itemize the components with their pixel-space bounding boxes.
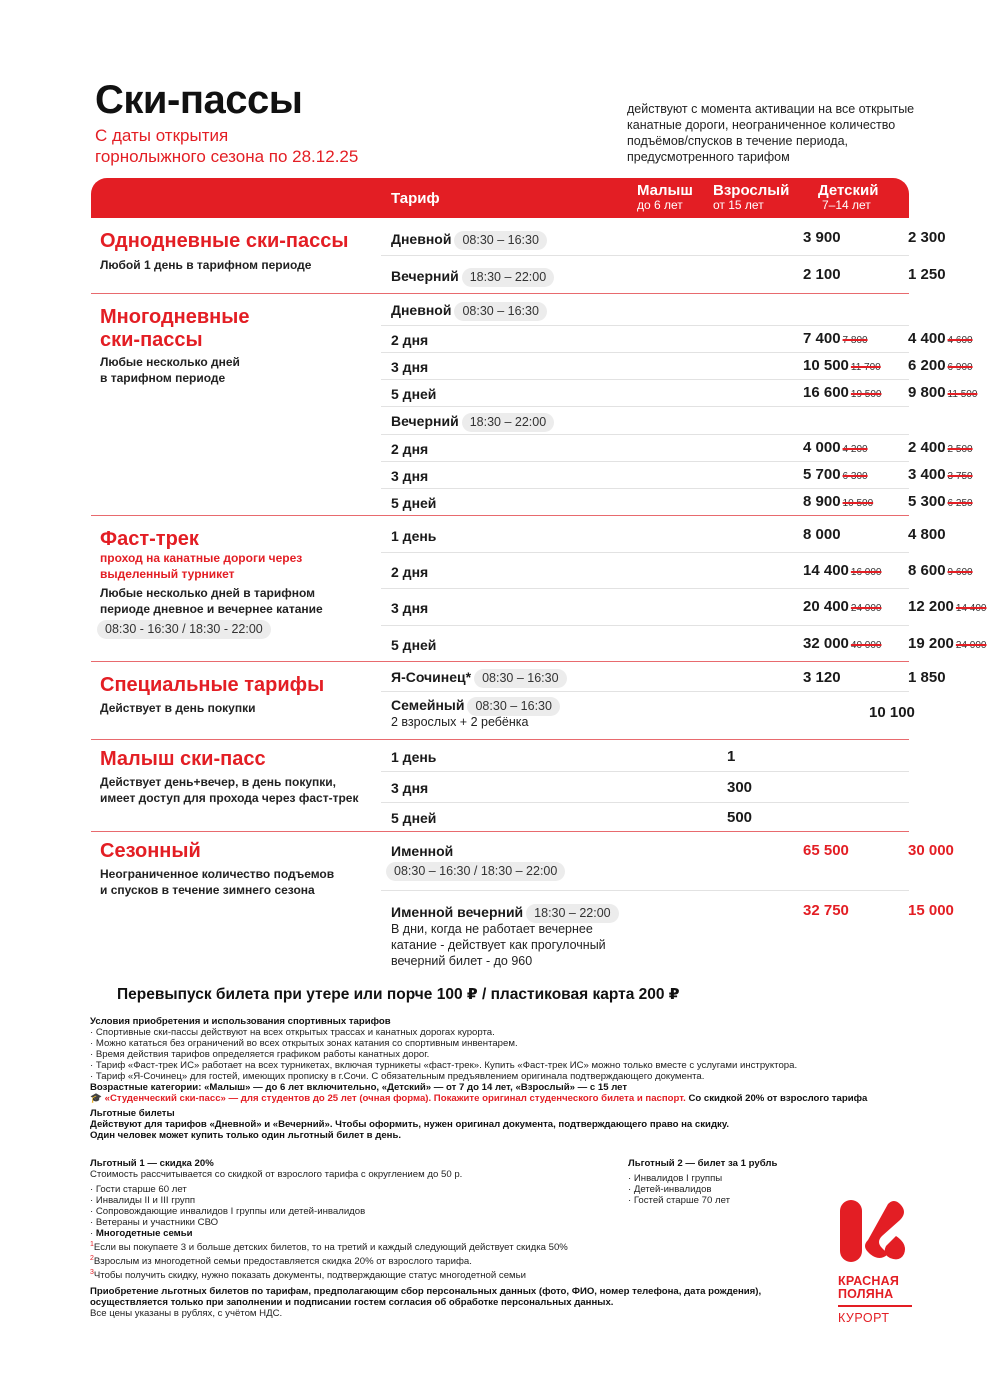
row-label: 3 дня [391,359,429,375]
bold-item: Многодетные семьи [95,1228,193,1239]
footnote [90,1253,630,1267]
price-child [908,439,973,456]
price-adult: 32 750 [803,902,849,919]
footnote-text: Если вы покупаете 3 и больше детских билетов, то на третий и каждый следующий действует скидка 50% [93,1242,568,1254]
table-row [381,326,973,353]
footnote-text: Взрослым из многодетной семьи предоставляется скидка 20% от взрослого тарифа. [93,1256,472,1268]
discount-2 [628,1158,828,1206]
price-old: 24 000 [955,640,987,651]
price-adult [803,384,881,401]
discount-1-item: · Ветераны и участники СВО [90,1217,630,1228]
desc-line: периоде дневное и вечернее катание [100,602,323,616]
student-icon: 🎓 [90,1093,105,1104]
price-adult [803,562,881,579]
section-baby [91,740,909,832]
price-baby: 500 [727,809,753,826]
column-label: Взрослый [713,182,790,199]
column-sub: до 6 лет [637,198,683,212]
student-note [90,1093,920,1104]
price-old: 6 250 [947,498,973,509]
desc-line: Действует день+вечер, в день покупки, [100,775,336,789]
price-child [908,330,973,347]
price-adult [803,526,841,543]
season-dates [95,125,358,167]
student-red-text: «Студенческий ски-пасс» — для студентов до 25 лет (очная форма). Покажите оригинал студенческого билета и паспорт. [104,1093,686,1104]
table-row [381,832,954,891]
desc-line: и спусков в течение зимнего сезона [100,883,315,897]
section-fast-track [91,516,987,662]
logo-divider [838,1305,912,1307]
discount-1-item: · Сопровождающие инвалидов I группы или детей-инвалидов [90,1206,630,1217]
section-season [91,832,954,976]
row-label [391,302,547,321]
table-row [381,256,946,294]
price-new: 14 400 [803,562,849,579]
section-desc: Любой 1 день в тарифном периоде [100,258,312,272]
price-child [908,493,973,510]
condition-item: · Время действия тарифов определяется графиком работы канатных дорог. [90,1049,920,1060]
time-pill: 18:30 – 22:00 [526,904,618,923]
footnote-number: 2 [90,1255,94,1263]
discount-2-item: · Инвалидов I группы [628,1173,828,1184]
price-new: 8 000 [803,526,841,543]
section-desc [100,354,240,386]
price-adult [803,598,881,615]
row-label [391,231,547,250]
discount-1-item [90,1228,630,1239]
row-label [391,669,567,688]
price-old: 24 000 [850,603,882,614]
sub-line: катание - действует как прогулочный [391,938,606,952]
sub-line: В дни, когда не работает вечернее [391,922,593,936]
column-adult [713,183,789,213]
time-pill: 18:30 – 22:00 [462,413,554,432]
price-adult: 65 500 [803,842,849,859]
subtitle-line: С даты открытия [95,126,229,145]
section-red-desc [100,550,302,582]
row-label: 5 дней [391,495,437,511]
section-title-line: Многодневные [100,306,250,328]
price-new: 10 500 [803,357,849,374]
price-child [908,384,977,401]
row-label [391,413,554,432]
column-child [818,183,878,213]
footnote-number: 3 [90,1269,94,1277]
footnote [90,1267,630,1281]
sub-line: вечерний билет - до 960 [391,954,533,968]
price-old: 10 500 [842,498,874,509]
price-child: 1 850 [908,669,946,686]
row-label-text: Именной вечерний [391,904,524,920]
desc-line: Неограниченное количество подъемов [100,867,335,881]
footer-notes [90,1286,830,1319]
row-label: 5 дней [391,637,437,653]
reissue-note: Перевыпуск билета при утере или порче 100 ₽ / пластиковая карта 200 ₽ [117,986,680,1003]
price-new: 32 000 [803,635,849,652]
row-label: 1 день [391,749,437,765]
logo-line2: ПОЛЯНА [838,1287,894,1301]
table-row [381,553,973,589]
price-child [908,562,973,579]
price-old: 6 300 [842,471,868,482]
price-old: 11 700 [850,362,881,373]
section-title-line: ски-пассы [100,329,203,351]
condition-item: · Можно кататься без ограничений во всех открытых зонах катания со спортивным инвентарем. [90,1038,920,1049]
table-row [381,353,973,380]
row-label: 3 дня [391,780,429,796]
row-label: 2 дня [391,332,429,348]
price-old: 40 000 [850,640,882,651]
row-label-text: Дневной [391,231,452,247]
price-baby: 1 [727,748,736,765]
price-adult [803,493,873,510]
price-baby: 300 [727,779,753,796]
price-combined: 10 100 [869,704,915,721]
section-title: Сезонный [100,840,201,862]
column-tarif: Тариф [391,190,440,207]
section-desc [100,866,334,898]
footnote [90,1239,630,1253]
krasnaya-polyana-logo [838,1200,912,1325]
section-desc: Действует в день покупки [100,701,256,715]
price-adult [803,357,881,374]
logo-line1: КРАСНАЯ [838,1274,900,1288]
price-adult [803,439,868,456]
row-label-text: Дневной [391,302,452,318]
row-label-text: Вечерний [391,413,459,429]
price-child [908,598,986,615]
column-sub: от 15 лет [713,198,764,212]
price-new: 9 800 [908,384,946,401]
price-adult: 2 100 [803,266,841,283]
price-child [908,357,973,374]
price-old: 2 500 [947,444,973,455]
table-row [381,489,973,516]
row-label: 2 дня [391,441,429,457]
discount-1-item: · Инвалиды II и III групп [90,1195,630,1206]
row-label: 2 дня [391,564,429,580]
row-sub [391,921,606,969]
price-new: 12 200 [908,598,954,615]
desc-line: проход на канатные дороги через [100,551,303,565]
price-child: 2 300 [908,229,946,246]
desc-line: Любые несколько дней [100,355,240,369]
price-old: 4 600 [947,335,973,346]
price-adult: 3 900 [803,229,841,246]
price-new: 8 900 [803,493,841,510]
row-label-text: Я-Сочинец* [391,669,472,685]
time-pill: 08:30 – 16:30 [467,697,559,716]
row-label: 5 дней [391,810,437,826]
price-old: 9 600 [947,567,973,578]
section-title: Специальные тарифы [100,674,325,696]
row-label: Именной [391,843,454,859]
logo-sub: КУРОРТ [838,1311,890,1325]
table-row [381,516,946,553]
price-new: 4 000 [803,439,841,456]
row-label: 3 дня [391,600,429,616]
price-old: 4 200 [842,444,868,455]
table-row [381,772,909,803]
section-title: Однодневные ски-пассы [100,230,349,252]
group-row-evening [381,407,909,435]
discount-1-desc: Стоимость рассчитывается со скидкой от взрослого тарифа с округлением до 50 р. [90,1169,463,1180]
age-categories: Возрастные категории: «Малыш» — до 6 лет включительно, «Детский» — от 7 до 14 лет, «Взрослый» — с 15 лет [90,1082,628,1093]
column-sub: 7–14 лет [822,198,871,212]
price-new: 7 400 [803,330,841,347]
table-header [91,178,909,218]
price-child [908,635,986,652]
row-label-text: Семейный [391,697,465,713]
price-old: 14 400 [955,603,987,614]
validity-note: действуют с момента активации на все открытые канатные дороги, неограниченное количество подъёмов/спусков в течение периода, предусмотренного тарифом [627,102,915,164]
desc-line: в тарифном периоде [100,371,226,385]
time-pill: 08:30 – 16:30 / 18:30 – 22:00 [386,862,565,881]
table-row [381,218,946,256]
vat-note: Все цены указаны в рублях, с учётом НДС. [90,1308,283,1319]
discount-line: Действуют для тарифов «Дневной» и «Вечерний». Чтобы оформить, нужен оригинал документа, подтверждающего право на скидку. [90,1119,730,1130]
price-new: 4 800 [908,526,946,543]
price-new: 19 200 [908,635,954,652]
discount-line: Один человек может купить только один льготный билет в день. [90,1130,402,1141]
personal-data-note: осуществляется только при заполнении и подписании гостем согласия об обработке персональных данных. [90,1297,614,1308]
price-new: 5 300 [908,493,946,510]
conditions-title: Условия приобретения и использования спортивных тарифов [90,1016,391,1027]
price-child: 15 000 [908,902,954,919]
section-title: Фаст-трек [100,528,199,550]
price-adult [803,330,868,347]
price-old: 19 500 [850,389,882,400]
section-multi-day [91,294,978,516]
row-sub: 2 взрослых + 2 ребёнка [391,715,529,729]
section-one-day [91,218,946,294]
time-pill: 18:30 – 22:00 [462,268,554,287]
price-new: 16 600 [803,384,849,401]
time-pill: 08:30 - 16:30 / 18:30 - 22:00 [97,620,271,639]
time-pill: 08:30 – 16:30 [474,669,566,688]
time-pill: 08:30 – 16:30 [454,302,546,321]
price-adult [803,635,881,652]
time-pill: 08:30 – 16:30 [454,231,546,250]
price-new: 3 400 [908,466,946,483]
desc-line: имеет доступ для прохода через фаст-трек [100,791,359,805]
condition-item: · Спортивные ски-пассы действуют на всех открытых трассах и канатных дорогах курорта. [90,1027,920,1038]
section-title: Малыш ски-пасс [100,748,266,770]
conditions-block [90,1016,920,1104]
discount-2-item: · Детей-инвалидов [628,1184,828,1195]
discount-2-item: · Гостей старше 70 лет [628,1195,828,1206]
price-child: 1 250 [908,266,946,283]
price-adult: 3 120 [803,669,841,686]
table-row [381,803,909,832]
discount-1-title: Льготный 1 — скидка 20% [90,1158,214,1169]
condition-item: · Тариф «Я-Сочинец» для гостей, имеющих прописку в г.Сочи. С обязательным предъявлением оригинала подтверждающего документа. [90,1071,920,1082]
group-row-day [381,294,909,326]
table-row [381,692,915,740]
price-new: 5 700 [803,466,841,483]
table-row [381,435,973,462]
column-label: Малыш [637,182,693,199]
price-new: 2 400 [908,439,946,456]
discount-1-item: · Гости старше 60 лет [90,1184,630,1195]
discount-1 [90,1158,630,1282]
subtitle-line: горнолыжного сезона по 28.12.25 [95,147,359,166]
table-row [381,462,973,489]
footnote-text: Чтобы получить скидку, нужно показать документы, подтверждающие статус многодетной семьи [93,1270,527,1282]
page-title: Ски-пассы [95,78,303,122]
footnote-number: 1 [90,1241,94,1248]
table-row [381,891,954,976]
table-row [381,626,987,662]
price-new: 20 400 [803,598,849,615]
section-title [100,306,249,352]
price-old: 6 900 [947,362,973,373]
price-old: 7 800 [842,335,868,346]
discount-2-title: Льготный 2 — билет за 1 рубль [628,1158,778,1169]
row-label: 1 день [391,528,437,544]
k-logo-icon [838,1200,910,1262]
desc-line: Любые несколько дней в тарифном [100,586,316,600]
price-new: 4 400 [908,330,946,347]
price-child: 30 000 [908,842,954,859]
student-black-text: Со скидкой 20% от взрослого тарифа [688,1093,868,1104]
price-old: 16 000 [850,567,882,578]
price-adult [803,466,868,483]
discount-block [90,1108,920,1141]
table-row [381,380,978,407]
column-label: Детский [818,182,879,199]
discount-title: Льготные билеты [90,1108,175,1119]
condition-item: · Тариф «Фаст-трек ИС» работает на всех турникетах, включая турникеты «фаст-трек». Купить «Фаст-трек ИС» можно только вместе с услугами инструктора. [90,1060,920,1071]
table-row [381,662,946,692]
price-old: 3 750 [947,471,973,482]
row-label: 3 дня [391,468,429,484]
table-row [381,589,987,626]
row-label [391,268,554,287]
section-special [91,662,946,740]
column-baby [637,183,693,213]
price-old: 11 500 [947,389,978,400]
section-desc [100,585,323,617]
price-child [908,526,946,543]
row-label: 5 дней [391,386,437,402]
desc-line: выделенный турникет [100,567,235,581]
price-new: 8 600 [908,562,946,579]
table-row [381,740,909,772]
price-new: 6 200 [908,357,946,374]
section-desc [100,774,358,806]
row-label-text: Вечерний [391,268,459,284]
personal-data-note: Приобретение льготных билетов по тарифам, предполагающим сбор персональных данных (фото, ФИО, номер телефона, дата рождения), [90,1286,762,1297]
price-child [908,466,973,483]
